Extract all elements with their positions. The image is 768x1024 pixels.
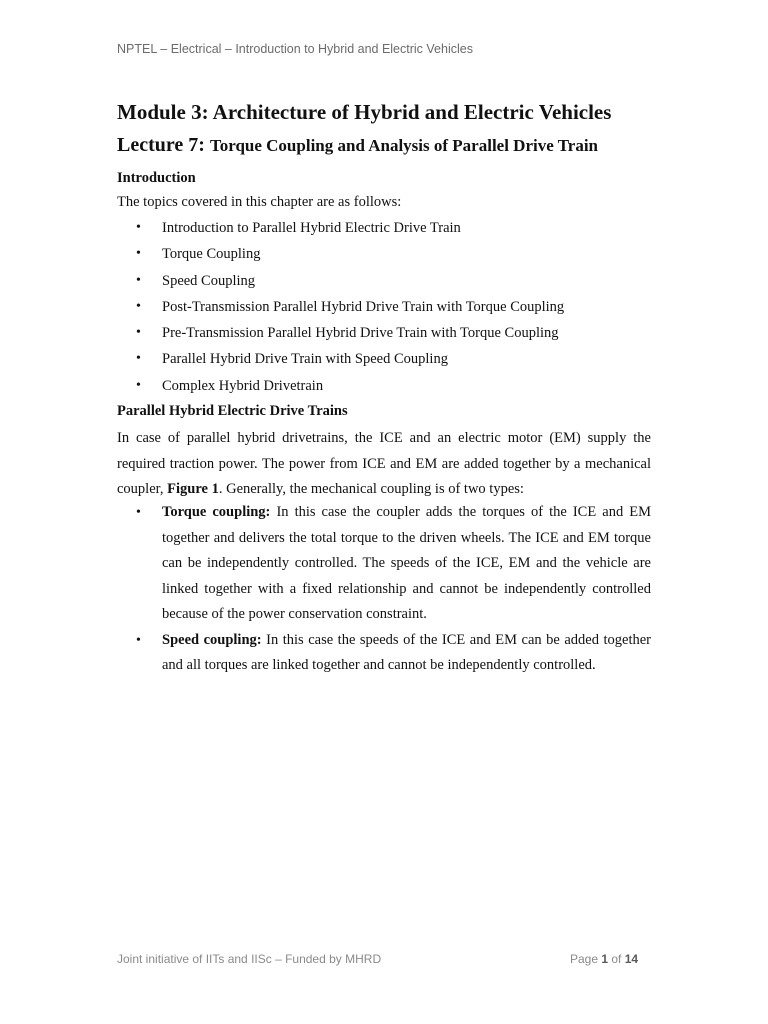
lecture-name: Torque Coupling and Analysis of Parallel Drive Train	[209, 136, 599, 155]
module-title: Module 3: Architecture of Hybrid and Electric Vehicles	[117, 100, 612, 124]
bullet-icon: •	[136, 272, 141, 288]
coupling-label: Torque coupling:	[162, 504, 271, 520]
bullet-icon: •	[136, 377, 141, 393]
figure-reference: Figure 1	[167, 481, 219, 497]
paragraph-text: In case of parallel hybrid drivetrains, the ICE and an electric motor (EM) supply the required traction power. The power from ICE and EM are added together by a mechanical coupler,	[117, 430, 651, 497]
list-item-torque-coupling	[136, 500, 651, 628]
topic-text: Post-Transmission Parallel Hybrid Drive Train with Torque Coupling	[162, 298, 565, 315]
page-number	[570, 952, 638, 966]
coupling-label: Speed coupling:	[162, 631, 262, 648]
page-of: of	[608, 952, 625, 966]
topic-text: Torque Coupling	[162, 246, 261, 263]
coupling-text: In this case the coupler adds the torques of the ICE and EM together and delivers the total torque to the driven wheels. The ICE and EM torque can be independently controlled. The speeds of the ICE, EM and the vehicle are linked together with a fixed relationship and cannot be independently controlled because of the power conservation constraint.	[162, 504, 651, 622]
paragraph-text: . Generally, the mechanical coupling is of two types:	[218, 481, 524, 497]
list-item	[136, 244, 564, 270]
coupling-types-list	[136, 500, 651, 679]
topic-list	[136, 218, 564, 402]
topic-text: Complex Hybrid Drivetrain	[162, 377, 324, 394]
list-item	[136, 376, 564, 402]
bullet-icon: •	[136, 351, 141, 367]
bullet-icon: •	[136, 632, 141, 648]
footer-credit: Joint initiative of IITs and IISc – Funded by MHRD	[117, 952, 382, 966]
list-item	[136, 349, 564, 375]
bullet-icon: •	[136, 246, 141, 262]
list-item-speed-coupling	[136, 628, 651, 679]
topic-text: Introduction to Parallel Hybrid Electric Drive Train	[162, 220, 461, 236]
bullet-icon: •	[136, 325, 141, 341]
topic-text: Pre-Transmission Parallel Hybrid Drive Train with Torque Coupling	[162, 325, 559, 342]
page-prefix: Page	[570, 952, 602, 966]
topic-text: Parallel Hybrid Drive Train with Speed Coupling	[162, 351, 448, 368]
introduction-heading: Introduction	[117, 170, 196, 186]
bullet-icon: •	[136, 298, 141, 314]
coupling-text: In this case the speeds of the ICE and EM can be added together and all torques are linked together and cannot be independently controlled.	[162, 631, 651, 673]
topic-text: Speed Coupling	[162, 272, 256, 289]
list-item	[136, 323, 564, 349]
page-total: 14	[624, 952, 639, 966]
introduction-lead: The topics covered in this chapter are as follows:	[117, 194, 402, 210]
running-header: NPTEL – Electrical – Introduction to Hybrid and Electric Vehicles	[117, 42, 473, 56]
parallel-drive-trains-paragraph	[117, 426, 651, 503]
lecture-title	[117, 134, 598, 157]
list-item	[136, 297, 564, 323]
page-current: 1	[601, 952, 609, 966]
bullet-icon: •	[136, 220, 141, 235]
lecture-number: Lecture 7:	[117, 134, 210, 156]
list-item	[136, 271, 564, 297]
bullet-icon: •	[136, 505, 141, 520]
parallel-drive-trains-heading: Parallel Hybrid Electric Drive Trains	[117, 403, 348, 419]
list-item	[136, 218, 564, 244]
